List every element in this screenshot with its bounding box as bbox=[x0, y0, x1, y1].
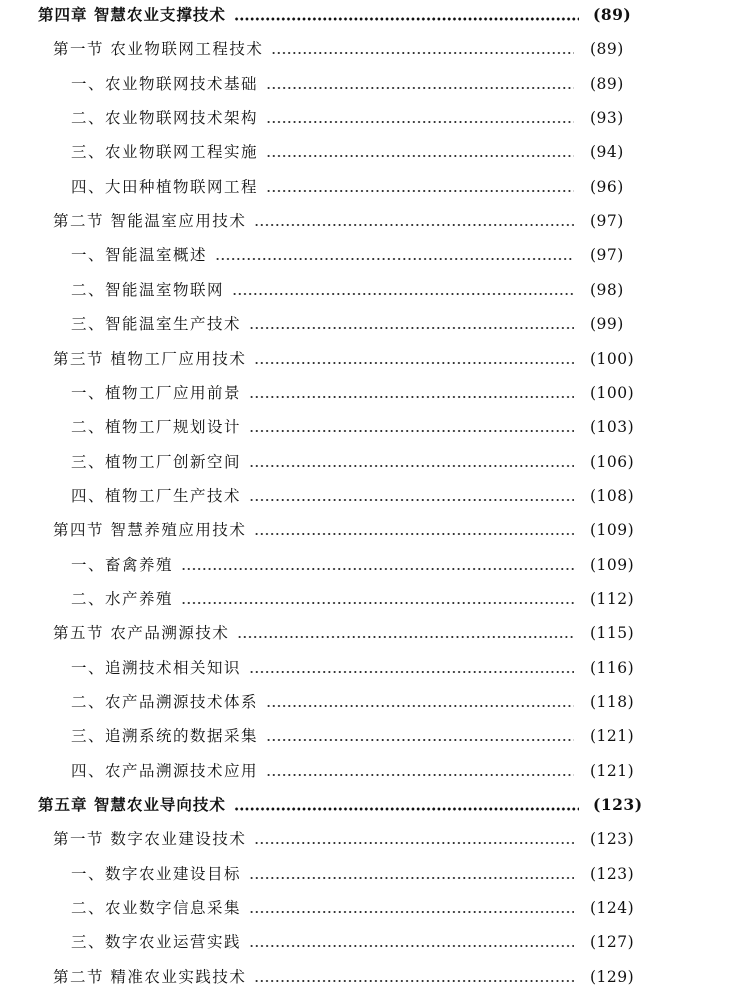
toc-entry-page-number: (109) bbox=[590, 521, 635, 540]
toc-entry-title: 四、植物工厂生产技术 bbox=[71, 486, 242, 505]
dot-leader bbox=[234, 790, 579, 820]
dot-leader bbox=[181, 550, 574, 580]
toc-item-entry[interactable] bbox=[0, 653, 732, 683]
dot-leader bbox=[254, 206, 574, 236]
toc-section-entry[interactable] bbox=[0, 515, 732, 545]
dot-leader bbox=[249, 378, 574, 408]
toc-item-entry[interactable] bbox=[0, 275, 732, 305]
toc-entry-title: 一、智能温室概述 bbox=[71, 246, 208, 265]
dot-leader bbox=[266, 687, 574, 717]
toc-item-entry[interactable] bbox=[0, 550, 732, 580]
toc-entry-page-number: (89) bbox=[590, 40, 624, 59]
toc-item-entry[interactable] bbox=[0, 309, 732, 339]
toc-entry-title: 三、数字农业运营实践 bbox=[71, 933, 242, 952]
toc-entry-title: 四、大田种植物联网工程 bbox=[71, 177, 259, 196]
dot-leader bbox=[271, 34, 574, 64]
toc-item-entry[interactable] bbox=[0, 240, 732, 270]
toc-entry-page-number: (108) bbox=[590, 486, 635, 505]
toc-item-entry[interactable] bbox=[0, 69, 732, 99]
toc-entry-title: 第四章 智慧农业支撑技术 bbox=[38, 5, 226, 24]
toc-entry-title: 一、农业物联网技术基础 bbox=[71, 74, 259, 93]
toc-item-entry[interactable] bbox=[0, 859, 732, 889]
dot-leader bbox=[215, 240, 574, 270]
toc-entry-page-number: (99) bbox=[590, 315, 624, 334]
dot-leader bbox=[254, 824, 574, 854]
toc-item-entry[interactable] bbox=[0, 103, 732, 133]
dot-leader bbox=[266, 721, 574, 751]
toc-entry-page-number: (97) bbox=[590, 212, 624, 231]
dot-leader bbox=[249, 893, 574, 923]
toc-entry-title: 四、农产品溯源技术应用 bbox=[71, 761, 259, 780]
toc-item-entry[interactable] bbox=[0, 721, 732, 751]
dot-leader bbox=[249, 653, 574, 683]
toc-entry-title: 二、水产养殖 bbox=[71, 589, 174, 608]
toc-section-entry[interactable] bbox=[0, 344, 732, 374]
toc-entry-page-number: (115) bbox=[590, 624, 635, 643]
dot-leader bbox=[249, 927, 574, 957]
toc-entry-page-number: (96) bbox=[590, 177, 624, 196]
toc-entry-page-number: (123) bbox=[593, 795, 643, 815]
toc-section-entry[interactable] bbox=[0, 206, 732, 236]
toc-entry-title: 三、追溯系统的数据采集 bbox=[71, 727, 259, 746]
toc-entry-page-number: (118) bbox=[590, 693, 635, 711]
toc-entry-title: 第二节 精准农业实践技术 bbox=[53, 967, 247, 986]
toc-entry-title: 第一节 农业物联网工程技术 bbox=[53, 40, 264, 59]
dot-leader bbox=[266, 172, 574, 202]
toc-entry-page-number: (94) bbox=[590, 143, 624, 162]
toc-item-entry[interactable] bbox=[0, 756, 732, 786]
toc-entry-page-number: (93) bbox=[590, 109, 624, 128]
toc-entry-title: 一、追溯技术相关知识 bbox=[71, 658, 242, 677]
toc-entry-title: 二、智能温室物联网 bbox=[71, 280, 225, 299]
dot-leader bbox=[249, 859, 574, 889]
toc-entry-title: 二、农业物联网技术架构 bbox=[71, 109, 259, 128]
dot-leader bbox=[237, 618, 574, 648]
toc-entry-title: 一、数字农业建设目标 bbox=[71, 864, 242, 883]
dot-leader bbox=[266, 756, 574, 786]
toc-item-entry[interactable] bbox=[0, 927, 732, 957]
toc-entry-title: 第五节 农产品溯源技术 bbox=[53, 624, 230, 643]
toc-entry-page-number: (129) bbox=[590, 967, 635, 986]
toc-section-entry[interactable] bbox=[0, 824, 732, 854]
dot-leader bbox=[266, 137, 574, 167]
toc-entry-page-number: (124) bbox=[590, 899, 635, 918]
toc-entry-page-number: (98) bbox=[590, 280, 624, 299]
toc-entry-page-number: (106) bbox=[590, 452, 635, 471]
toc-item-entry[interactable] bbox=[0, 172, 732, 202]
dot-leader bbox=[254, 344, 574, 374]
dot-leader bbox=[249, 447, 574, 477]
toc-entry-page-number: (123) bbox=[590, 864, 635, 883]
toc-item-entry[interactable] bbox=[0, 447, 732, 477]
toc-item-entry[interactable] bbox=[0, 893, 732, 923]
toc-entry-page-number: (97) bbox=[590, 246, 624, 265]
toc-entry-title: 第二节 智能温室应用技术 bbox=[53, 212, 247, 231]
toc-entry-title: 三、智能温室生产技术 bbox=[71, 315, 242, 334]
toc-entry-page-number: (112) bbox=[590, 589, 635, 608]
dot-leader bbox=[181, 584, 574, 614]
toc-entry-page-number: (89) bbox=[590, 74, 624, 93]
toc-entry-title: 一、畜禽养殖 bbox=[71, 555, 174, 574]
toc-entry-page-number: (100) bbox=[590, 383, 635, 402]
toc-entry-page-number: (123) bbox=[590, 830, 635, 849]
toc-chapter-entry[interactable] bbox=[0, 0, 732, 30]
toc-item-entry[interactable] bbox=[0, 584, 732, 614]
toc-item-entry[interactable] bbox=[0, 378, 732, 408]
toc-section-entry[interactable] bbox=[0, 962, 732, 992]
dot-leader bbox=[254, 962, 574, 992]
toc-entry-page-number: (89) bbox=[593, 5, 632, 24]
toc-entry-page-number: (116) bbox=[590, 658, 635, 677]
toc-item-entry[interactable] bbox=[0, 687, 732, 717]
toc-item-entry[interactable] bbox=[0, 481, 732, 511]
toc-entry-title: 三、农业物联网工程实施 bbox=[71, 143, 259, 162]
dot-leader bbox=[266, 69, 574, 99]
toc-item-entry[interactable] bbox=[0, 137, 732, 167]
toc-entry-title: 一、植物工厂应用前景 bbox=[71, 383, 242, 402]
toc-entry-page-number: (121) bbox=[590, 727, 635, 746]
toc-item-entry[interactable] bbox=[0, 412, 732, 442]
toc-entry-title: 第五章 智慧农业导向技术 bbox=[38, 795, 226, 815]
dot-leader bbox=[234, 0, 579, 30]
toc-entry-page-number: (127) bbox=[590, 933, 635, 952]
dot-leader bbox=[254, 515, 574, 545]
toc-entry-title: 二、农产品溯源技术体系 bbox=[71, 693, 259, 711]
toc-entry-page-number: (109) bbox=[590, 555, 635, 574]
toc-entry-title: 二、植物工厂规划设计 bbox=[71, 418, 242, 437]
toc-entry-title: 三、植物工厂创新空间 bbox=[71, 452, 242, 471]
toc-section-entry[interactable] bbox=[0, 34, 732, 64]
toc-entry-page-number: (121) bbox=[590, 761, 635, 780]
dot-leader bbox=[249, 481, 574, 511]
toc-entry-title: 第一节 数字农业建设技术 bbox=[53, 830, 247, 849]
toc-section-entry[interactable] bbox=[0, 618, 732, 648]
dot-leader bbox=[249, 309, 574, 339]
toc-chapter-entry[interactable] bbox=[0, 790, 732, 820]
toc-entry-page-number: (103) bbox=[590, 418, 635, 437]
toc-entry-page-number: (100) bbox=[590, 349, 635, 368]
dot-leader bbox=[232, 275, 574, 305]
toc-entry-title: 第四节 智慧养殖应用技术 bbox=[53, 521, 247, 540]
toc-entry-title: 二、农业数字信息采集 bbox=[71, 899, 242, 918]
dot-leader bbox=[249, 412, 574, 442]
toc-entry-title: 第三节 植物工厂应用技术 bbox=[53, 349, 247, 368]
dot-leader bbox=[266, 103, 574, 133]
